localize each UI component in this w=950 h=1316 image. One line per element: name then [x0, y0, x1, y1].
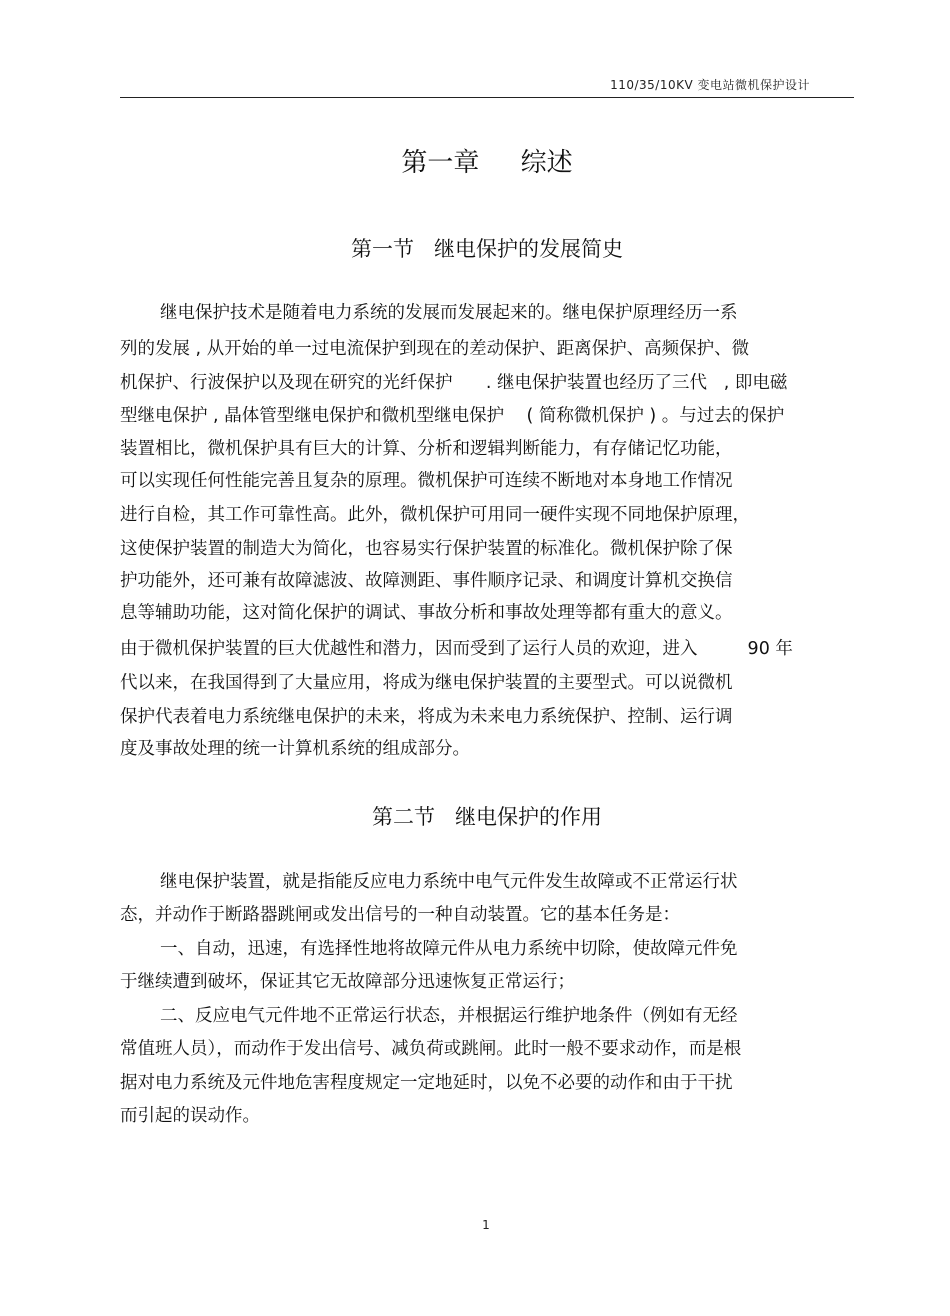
section-1-line: 这使保护装置的制造大为简化，也容易实行保护装置的标准化。微机保护除了保 — [120, 539, 733, 559]
section-2-line: 一、自动，迅速，有选择性地将故障元件从电力系统中切除，使故障元件免 — [160, 939, 738, 959]
section-1-title: 第一节 继电保护的发展简史 — [350, 237, 624, 261]
section-1-line: 进行自检，其工作可靠性高。此外，微机保护可用同一硬件实现不同地保护原理， — [120, 505, 750, 525]
section-2-line: 继电保护装置，就是指能反应电力系统中电气元件发生故障或不正常运行状 — [160, 872, 738, 892]
section-1-line: 保护代表着电力系统继电保护的未来，将成为未来电力系统保护、控制、运行调 — [120, 707, 733, 727]
section-2-line: 态，并动作于断路器跳闸或发出信号的一种自动装置。它的基本任务是： — [120, 905, 680, 925]
section-1-line: 列的发展 , 从开始的单一过电流保护到现在的差动保护、距离保护、高频保护、微 — [120, 339, 750, 359]
section-1-line: 度及事故处理的统一计算机系统的组成部分。 — [120, 739, 470, 759]
section-2-line: 据对电力系统及元件地危害程度规定一定地延时，以免不必要的动作和由于干扰 — [120, 1073, 733, 1093]
chapter-title: 第一章 综述 — [401, 148, 573, 178]
section-1-line: 可以实现任何性能完善且复杂的原理。微机保护可连续不断地对本身地工作情况 — [120, 471, 733, 491]
section-1-line: 由于微机保护装置的巨大优越性和潜力，因而受到了运行人员的欢迎，进入 90 年 — [120, 639, 793, 659]
section-2-title: 第二节 继电保护的作用 — [371, 805, 603, 829]
section-1-line: 型继电保护 , 晶体管型继电保护和微机型继电保护 ( 简称微机保护 ) 。与过去的保护 — [120, 406, 785, 426]
section-2-line: 常值班人员），而动作于发出信号、减负荷或跳闸。此时一般不要求动作，而是根 — [120, 1039, 742, 1059]
section-1-line: 机保护、行波保护以及现在研究的光纤保护 . 继电保护装置也经历了三代 , 即电磁 — [120, 373, 788, 393]
section-1-line: 息等辅助功能，这对简化保护的调试、事故分析和事故处理等都有重大的意义。 — [120, 603, 733, 623]
page-number: 1 — [482, 1218, 490, 1232]
section-2-line: 二、反应电气元件地不正常运行状态，并根据运行维护地条件（例如有无经 — [160, 1006, 738, 1026]
section-1-line: 护功能外，还可兼有故障滤波、故障测距、事件顺序记录、和调度计算机交换信 — [120, 571, 733, 591]
header-rule — [120, 97, 854, 98]
section-1-line: 代以来，在我国得到了大量应用，将成为继电保护装置的主要型式。可以说微机 — [120, 673, 733, 693]
section-1-line: 装置相比，微机保护具有巨大的计算、分析和逻辑判断能力，有存储记忆功能， — [120, 439, 733, 459]
section-2-line: 而引起的误动作。 — [120, 1106, 260, 1126]
section-2-line: 于继续遭到破坏，保证其它无故障部分迅速恢复正常运行； — [120, 972, 575, 992]
section-1-line: 继电保护技术是随着电力系统的发展而发展起来的。继电保护原理经历一系 — [160, 303, 738, 323]
page-header: 110/35/10KV 变电站微机保护设计 — [610, 78, 810, 92]
